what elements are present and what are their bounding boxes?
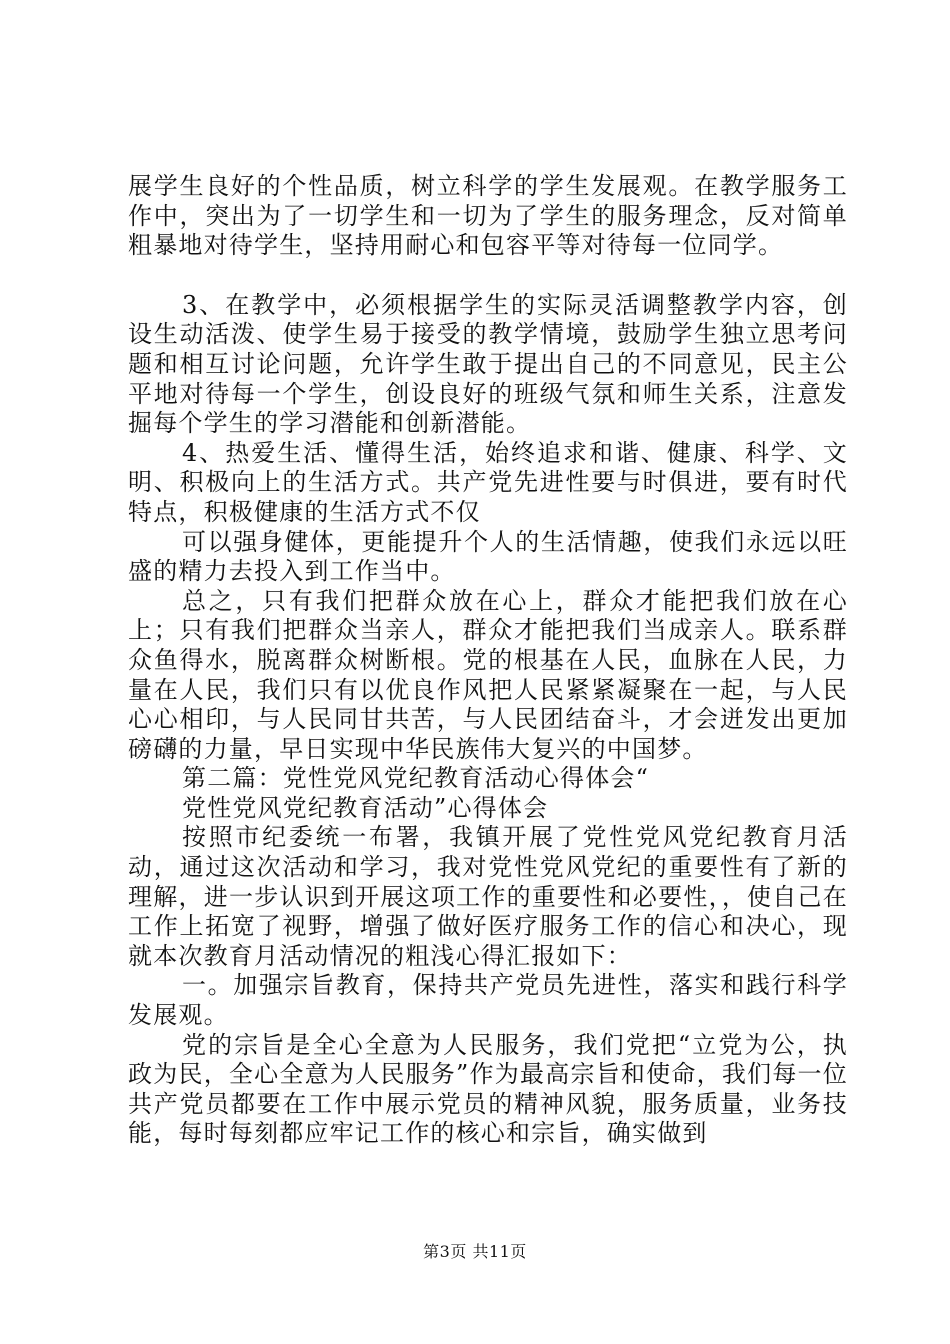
section-heading: 第二篇：党性党风党纪教育活动心得体会“ xyxy=(182,764,650,793)
paragraph-3: 4、热爱生活、懂得生活，始终追求和谐、健康、科学、文明、积极向上的生活方式。共产党先进性要与时俱进，要有时代特点，积极健康的生活方式不仅 xyxy=(128,438,848,526)
paragraph-5: 总之，只有我们把群众放在心上，群众才能把我们放在心上；只有我们把群众当亲人，群众才能把我们当成亲人。联系群众鱼得水，脱离群众树断根。党的根基在人民，血脉在人民，力量在人民，我们只有以优良作风把人民紧紧凝聚在一起，与人民心心相印，与人民同甘共苦，与人民团结奋斗，才会迸发出更加磅礴的力量，早日实现中华民族伟大复兴的中国梦。 xyxy=(128,586,848,763)
paragraph-6: 按照市纪委统一布署，我镇开展了党性党风党纪教育月活动，通过这次活动和学习，我对党性党风党纪的重要性有了新的理解，进一步认识到开展这项工作的重要性和必要性，，使自己在工作上拓宽了视野，增强了做好医疗服务工作的信心和决心，现就本次教育月活动情况的粗浅心得汇报如下： xyxy=(128,823,848,970)
paragraph-8: 党的宗旨是全心全意为人民服务，我们党把“立党为公，执政为民，全心全意为人民服务”作为最高宗旨和使命，我们每一位共产党员都要在工作中展示党员的精神风貌，服务质量，业务技能，每时每刻都应牢记工作的核心和宗旨，确实做到 xyxy=(128,1030,848,1148)
paragraph-7: 一。加强宗旨教育，保持共产党员先进性，落实和践行科学发展观。 xyxy=(128,971,848,1030)
paragraph-4: 可以强身健体，更能提升个人的生活情趣，使我们永远以旺盛的精力去投入到工作当中。 xyxy=(128,527,848,586)
section-subheading: 党性党风党纪教育活动”心得体会 xyxy=(182,793,549,822)
page-number-footer: 第3页 共11页 xyxy=(423,1242,527,1261)
paragraph-1: 展学生良好的个性品质，树立科学的学生发展观。在教学服务工作中，突出为了一切学生和一切为了学生的服务理念，反对简单粗暴地对待学生，坚持用耐心和包容平等对待每一位同学。 xyxy=(128,172,848,260)
document-body xyxy=(128,172,848,1149)
paragraph-2: 3、在教学中，必须根据学生的实际灵活调整教学内容，创设生动活泼、使学生易于接受的教学情境，鼓励学生独立思考问题和相互讨论问题，允许学生敢于提出自己的不同意见，民主公平地对待每一个学生，创设良好的班级气氛和师生关系，注意发掘每个学生的学习潜能和创新潜能。 xyxy=(128,290,848,438)
